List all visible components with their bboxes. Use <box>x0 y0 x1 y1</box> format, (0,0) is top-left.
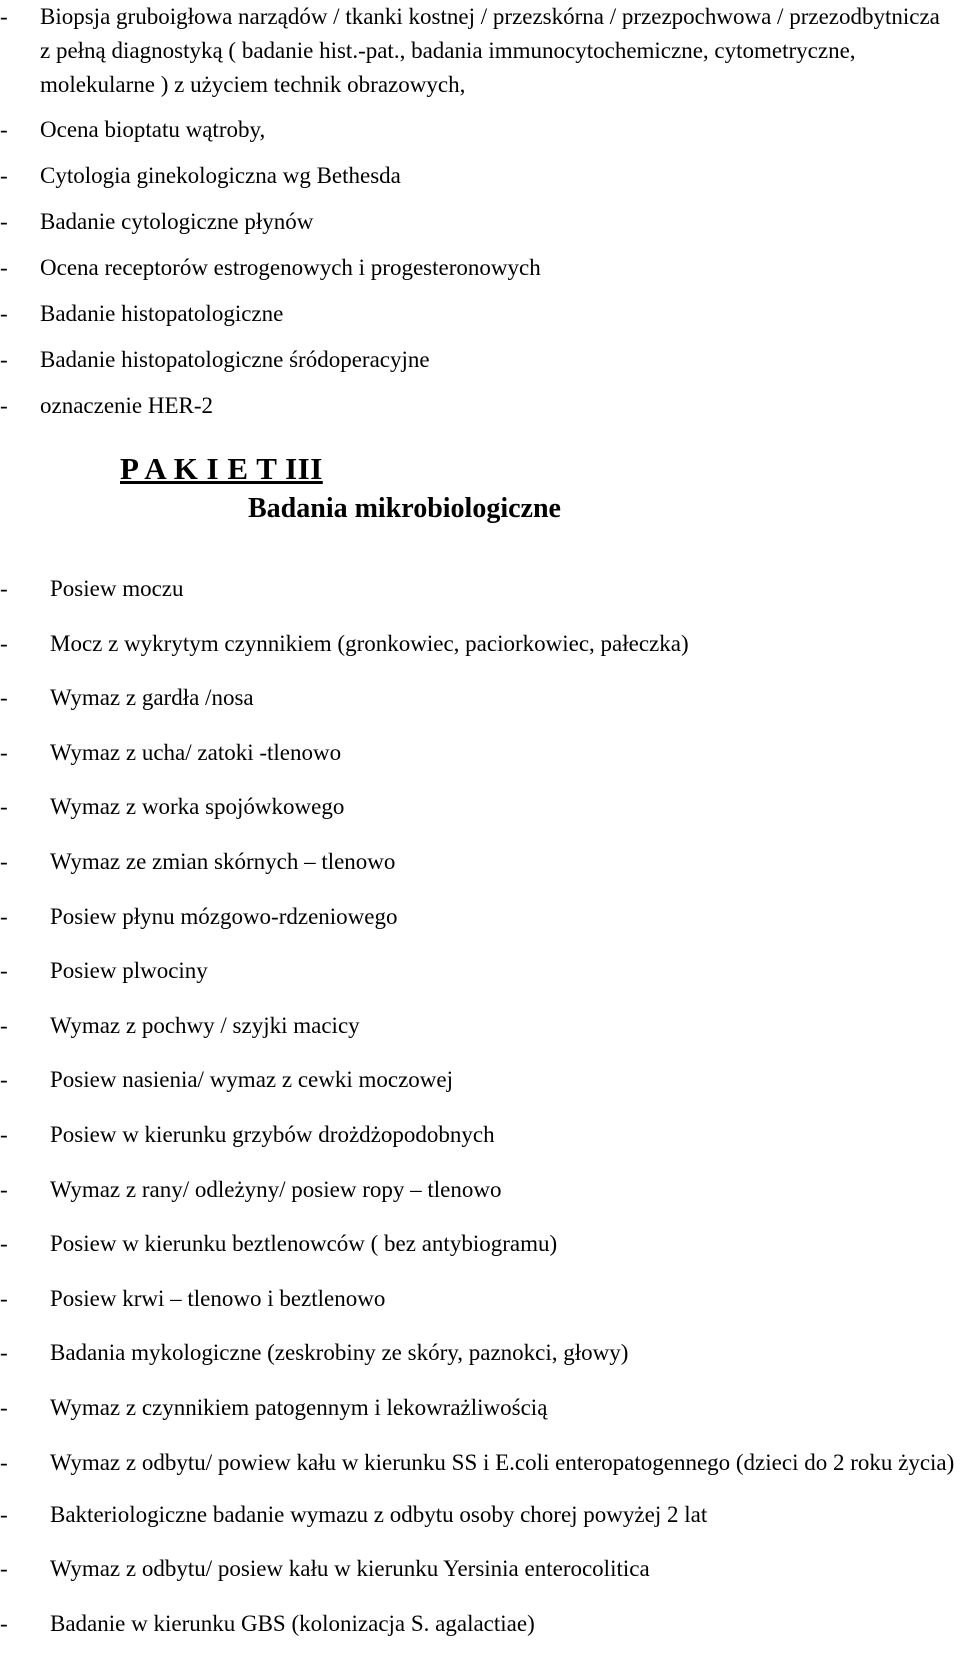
item-text: Bakteriologiczne badanie wymazu z odbytu osoby chorej powyżej 2 lat <box>50 1501 708 1527</box>
dash-marker: - <box>0 1012 8 1038</box>
dash-marker: - <box>0 1449 8 1475</box>
item-text: Posiew w kierunku grzybów drożdżopodobnych <box>50 1121 495 1147</box>
dash-marker: - <box>0 163 8 188</box>
list-item <box>0 900 960 934</box>
item-text: Ocena receptorów estrogenowych i progesteronowych <box>40 255 541 280</box>
item-text: Wymaz z czynnikiem patogennym i lekowrażliwością <box>50 1394 548 1420</box>
dash-marker: - <box>0 1231 8 1257</box>
list-item <box>0 1173 960 1207</box>
list-item <box>0 1498 960 1532</box>
list-item <box>0 790 960 824</box>
microbiology-list <box>0 572 960 1661</box>
list-item <box>0 1009 960 1043</box>
item-text: Posiew krwi – tlenowo i beztlenowo <box>50 1285 386 1311</box>
list-item <box>0 572 960 606</box>
item-text: Badanie histopatologiczne <box>40 301 284 326</box>
item-text: Cytologia ginekologiczna wg Bethesda <box>40 163 401 188</box>
item-text: Wymaz z odbytu/ powiew kału w kierunku SS i E.coli enteropatogennego (dzieci do 2 roku życia) <box>50 1449 955 1475</box>
item-text: Wymaz z pochwy / szyjki macicy <box>50 1012 360 1038</box>
dash-marker: - <box>0 1176 8 1202</box>
item-text: Badania mykologiczne (zeskrobiny ze skóry, paznokci, głowy) <box>50 1340 629 1366</box>
item-text: Ocena bioptatu wątroby, <box>40 117 266 142</box>
list-item <box>0 736 960 770</box>
item-text: Wymaz z rany/ odleżyny/ posiew ropy – tlenowo <box>50 1176 502 1202</box>
item-text: Badanie cytologiczne płynów <box>40 209 314 234</box>
list-item <box>0 1118 960 1152</box>
dash-marker: - <box>0 903 8 929</box>
list-item <box>0 0 940 102</box>
list-item <box>0 1552 960 1586</box>
dash-marker: - <box>0 301 8 326</box>
procedures-list <box>0 0 940 437</box>
item-text: Badanie histopatologiczne śródoperacyjne <box>40 347 430 372</box>
item-text: Posiew płynu mózgowo-rdzeniowego <box>50 903 398 929</box>
dash-marker: - <box>0 958 8 984</box>
list-item <box>0 299 940 329</box>
item-text: Posiew w kierunku beztlenowców ( bez antybiogramu) <box>50 1231 558 1257</box>
package-subtitle: Badania mikrobiologiczne <box>248 493 561 524</box>
item-text: Wymaz z odbytu/ posiew kału w kierunku Yersinia enterocolitica <box>50 1556 650 1582</box>
dash-marker: - <box>0 630 8 656</box>
dash-marker: - <box>0 1394 8 1420</box>
dash-marker: - <box>0 848 8 874</box>
list-item <box>0 253 940 283</box>
list-item <box>0 207 940 237</box>
dash-marker: - <box>0 576 8 601</box>
dash-marker: - <box>0 1285 8 1311</box>
item-text: Posiew plwociny <box>50 958 208 984</box>
dash-marker: - <box>0 1121 8 1147</box>
list-item <box>0 1227 960 1261</box>
dash-marker: - <box>0 739 8 765</box>
dash-marker: - <box>0 1340 8 1366</box>
list-item <box>0 1282 960 1316</box>
item-text: Badanie w kierunku GBS (kolonizacja S. agalactiae) <box>50 1610 535 1636</box>
dash-marker: - <box>0 209 8 234</box>
item-text: Wymaz z worka spojówkowego <box>50 794 345 820</box>
item-text: Wymaz z ucha/ zatoki -tlenowo <box>50 739 342 765</box>
dash-marker: - <box>0 1067 8 1093</box>
item-text: Posiew moczu <box>50 576 184 601</box>
item-text: Wymaz z gardła /nosa <box>50 685 254 711</box>
item-text: Posiew nasienia/ wymaz z cewki moczowej <box>50 1067 454 1093</box>
list-item <box>0 681 960 715</box>
list-item <box>0 391 940 421</box>
list-item <box>0 1336 960 1370</box>
dash-marker: - <box>0 393 8 418</box>
item-text: Biopsja gruboigłowa narządów / tkanki kostnej / przezskórna / przezpochwowa / przezodbytnicza z pełną diagnostyką ( badanie hist.-pat., badania immunocytochemiczne, cytometryczne, molekularne ) z użyciem technik obrazowych, <box>40 4 940 97</box>
dash-marker: - <box>0 255 8 280</box>
dash-marker: - <box>0 685 8 711</box>
list-item <box>0 115 940 145</box>
list-item <box>0 1391 960 1425</box>
item-text: Mocz z wykrytym czynnikiem (gronkowiec, paciorkowiec, pałeczka) <box>50 630 689 656</box>
dash-marker: - <box>0 117 8 142</box>
list-item <box>0 1063 960 1097</box>
list-item <box>0 1607 960 1641</box>
dash-marker: - <box>0 1501 8 1527</box>
package-title: P A K I E T III <box>120 451 323 486</box>
list-item <box>0 845 960 879</box>
list-item <box>0 1446 960 1480</box>
dash-marker: - <box>0 347 8 372</box>
dash-marker: - <box>0 1556 8 1582</box>
dash-marker: - <box>0 794 8 820</box>
list-item <box>0 954 960 988</box>
item-text: oznaczenie HER-2 <box>40 393 214 418</box>
list-item <box>0 627 960 661</box>
list-item <box>0 345 940 375</box>
dash-marker: - <box>0 4 8 29</box>
dash-marker: - <box>0 1610 8 1636</box>
list-item <box>0 161 940 191</box>
item-text: Wymaz ze zmian skórnych – tlenowo <box>50 848 396 874</box>
